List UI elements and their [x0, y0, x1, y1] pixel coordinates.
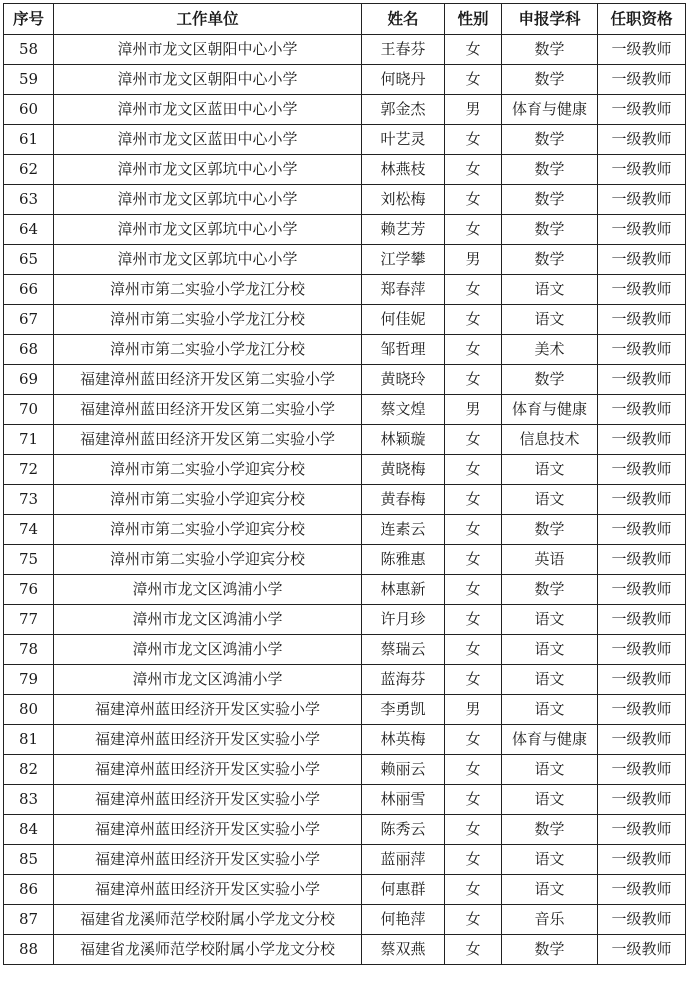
cell-work-unit: 漳州市龙文区郭坑中心小学: [54, 155, 362, 185]
cell-subject: 语文: [502, 455, 598, 485]
cell-qualification: 一级教师: [598, 725, 686, 755]
cell-subject: 语文: [502, 695, 598, 725]
cell-name: 蔡瑞云: [362, 635, 445, 665]
cell-gender: 女: [445, 275, 502, 305]
cell-qualification: 一级教师: [598, 905, 686, 935]
cell-subject: 音乐: [502, 905, 598, 935]
cell-name: 蔡双燕: [362, 935, 445, 965]
table-row: [4, 125, 686, 155]
cell-work-unit: 福建漳州蓝田经济开发区实验小学: [54, 845, 362, 875]
cell-qualification: 一级教师: [598, 845, 686, 875]
cell-work-unit: 福建漳州蓝田经济开发区实验小学: [54, 875, 362, 905]
cell-work-unit: 福建漳州蓝田经济开发区实验小学: [54, 695, 362, 725]
cell-qualification: 一级教师: [598, 365, 686, 395]
cell-qualification: 一级教师: [598, 755, 686, 785]
cell-work-unit: 漳州市第二实验小学迎宾分校: [54, 455, 362, 485]
cell-serial-number: 77: [4, 605, 54, 635]
cell-serial-number: 76: [4, 575, 54, 605]
header-subject: 申报学科: [502, 4, 598, 35]
table-row: [4, 725, 686, 755]
header-qualification: 任职资格: [598, 4, 686, 35]
cell-gender: 女: [445, 845, 502, 875]
table-row: [4, 425, 686, 455]
table-row: [4, 395, 686, 425]
cell-name: 林惠新: [362, 575, 445, 605]
cell-name: 许月珍: [362, 605, 445, 635]
cell-serial-number: 68: [4, 335, 54, 365]
cell-gender: 女: [445, 365, 502, 395]
cell-name: 赖丽云: [362, 755, 445, 785]
cell-work-unit: 漳州市龙文区郭坑中心小学: [54, 245, 362, 275]
cell-qualification: 一级教师: [598, 395, 686, 425]
cell-work-unit: 福建漳州蓝田经济开发区第二实验小学: [54, 365, 362, 395]
cell-gender: 女: [445, 455, 502, 485]
cell-serial-number: 80: [4, 695, 54, 725]
cell-work-unit: 漳州市第二实验小学迎宾分校: [54, 485, 362, 515]
cell-gender: 女: [445, 785, 502, 815]
table-row: [4, 845, 686, 875]
cell-serial-number: 83: [4, 785, 54, 815]
table-row: [4, 335, 686, 365]
cell-qualification: 一级教师: [598, 95, 686, 125]
cell-subject: 数学: [502, 515, 598, 545]
cell-name: 郑春萍: [362, 275, 445, 305]
cell-serial-number: 71: [4, 425, 54, 455]
cell-gender: 女: [445, 425, 502, 455]
cell-subject: 数学: [502, 245, 598, 275]
cell-qualification: 一级教师: [598, 575, 686, 605]
cell-qualification: 一级教师: [598, 935, 686, 965]
cell-subject: 语文: [502, 875, 598, 905]
cell-name: 林丽雪: [362, 785, 445, 815]
cell-subject: 数学: [502, 365, 598, 395]
cell-serial-number: 84: [4, 815, 54, 845]
cell-qualification: 一级教师: [598, 155, 686, 185]
cell-subject: 体育与健康: [502, 725, 598, 755]
table-row: [4, 485, 686, 515]
cell-work-unit: 福建漳州蓝田经济开发区实验小学: [54, 725, 362, 755]
cell-subject: 信息技术: [502, 425, 598, 455]
cell-name: 黄春梅: [362, 485, 445, 515]
table-row: [4, 455, 686, 485]
cell-name: 刘松梅: [362, 185, 445, 215]
cell-name: 何晓丹: [362, 65, 445, 95]
cell-gender: 女: [445, 155, 502, 185]
cell-serial-number: 88: [4, 935, 54, 965]
cell-gender: 女: [445, 605, 502, 635]
cell-work-unit: 福建漳州蓝田经济开发区实验小学: [54, 755, 362, 785]
cell-gender: 男: [445, 245, 502, 275]
cell-work-unit: 漳州市龙文区郭坑中心小学: [54, 185, 362, 215]
cell-name: 叶艺灵: [362, 125, 445, 155]
cell-work-unit: 漳州市龙文区郭坑中心小学: [54, 215, 362, 245]
cell-serial-number: 78: [4, 635, 54, 665]
table-row: [4, 665, 686, 695]
cell-name: 陈雅惠: [362, 545, 445, 575]
cell-gender: 男: [445, 395, 502, 425]
cell-subject: 数学: [502, 215, 598, 245]
cell-gender: 男: [445, 95, 502, 125]
cell-gender: 女: [445, 545, 502, 575]
cell-qualification: 一级教师: [598, 185, 686, 215]
cell-serial-number: 86: [4, 875, 54, 905]
cell-qualification: 一级教师: [598, 485, 686, 515]
cell-name: 林英梅: [362, 725, 445, 755]
cell-qualification: 一级教师: [598, 65, 686, 95]
cell-qualification: 一级教师: [598, 815, 686, 845]
cell-gender: 女: [445, 125, 502, 155]
cell-name: 李勇凯: [362, 695, 445, 725]
cell-gender: 女: [445, 335, 502, 365]
cell-serial-number: 72: [4, 455, 54, 485]
cell-gender: 女: [445, 305, 502, 335]
cell-work-unit: 福建漳州蓝田经济开发区实验小学: [54, 815, 362, 845]
cell-name: 蔡文煌: [362, 395, 445, 425]
table-row: [4, 755, 686, 785]
cell-qualification: 一级教师: [598, 695, 686, 725]
cell-subject: 语文: [502, 845, 598, 875]
table-row: [4, 875, 686, 905]
cell-subject: 数学: [502, 155, 598, 185]
cell-qualification: 一级教师: [598, 665, 686, 695]
cell-subject: 语文: [502, 485, 598, 515]
cell-work-unit: 漳州市第二实验小学龙江分校: [54, 305, 362, 335]
table-row: [4, 245, 686, 275]
cell-name: 江学攀: [362, 245, 445, 275]
cell-name: 邹哲理: [362, 335, 445, 365]
cell-serial-number: 75: [4, 545, 54, 575]
cell-subject: 数学: [502, 815, 598, 845]
cell-gender: 女: [445, 575, 502, 605]
cell-serial-number: 87: [4, 905, 54, 935]
cell-qualification: 一级教师: [598, 545, 686, 575]
table-row: [4, 785, 686, 815]
cell-gender: 女: [445, 935, 502, 965]
cell-gender: 女: [445, 635, 502, 665]
cell-subject: 语文: [502, 785, 598, 815]
cell-gender: 女: [445, 815, 502, 845]
cell-qualification: 一级教师: [598, 35, 686, 65]
cell-work-unit: 漳州市第二实验小学迎宾分校: [54, 545, 362, 575]
cell-work-unit: 漳州市第二实验小学龙江分校: [54, 275, 362, 305]
cell-qualification: 一级教师: [598, 515, 686, 545]
cell-subject: 体育与健康: [502, 395, 598, 425]
header-serial-number: 序号: [4, 4, 54, 35]
cell-qualification: 一级教师: [598, 605, 686, 635]
cell-gender: 女: [445, 185, 502, 215]
cell-subject: 语文: [502, 605, 598, 635]
cell-serial-number: 74: [4, 515, 54, 545]
cell-name: 何艳萍: [362, 905, 445, 935]
cell-gender: 女: [445, 215, 502, 245]
cell-name: 何惠群: [362, 875, 445, 905]
cell-work-unit: 漳州市龙文区蓝田中心小学: [54, 125, 362, 155]
cell-work-unit: 漳州市龙文区朝阳中心小学: [54, 65, 362, 95]
cell-serial-number: 69: [4, 365, 54, 395]
cell-serial-number: 81: [4, 725, 54, 755]
cell-name: 王春芬: [362, 35, 445, 65]
cell-serial-number: 65: [4, 245, 54, 275]
cell-qualification: 一级教师: [598, 275, 686, 305]
table-row: [4, 695, 686, 725]
header-work-unit: 工作单位: [54, 4, 362, 35]
cell-work-unit: 漳州市龙文区鸿浦小学: [54, 665, 362, 695]
cell-subject: 数学: [502, 185, 598, 215]
cell-name: 赖艺芳: [362, 215, 445, 245]
cell-work-unit: 漳州市龙文区鸿浦小学: [54, 635, 362, 665]
cell-work-unit: 漳州市龙文区鸿浦小学: [54, 575, 362, 605]
cell-name: 郭金杰: [362, 95, 445, 125]
cell-subject: 语文: [502, 635, 598, 665]
cell-serial-number: 59: [4, 65, 54, 95]
cell-name: 林颖璇: [362, 425, 445, 455]
cell-subject: 语文: [502, 665, 598, 695]
cell-qualification: 一级教师: [598, 305, 686, 335]
header-name: 姓名: [362, 4, 445, 35]
cell-gender: 女: [445, 725, 502, 755]
cell-subject: 数学: [502, 35, 598, 65]
cell-subject: 数学: [502, 935, 598, 965]
table-row: [4, 905, 686, 935]
header-gender: 性别: [445, 4, 502, 35]
cell-name: 蓝丽萍: [362, 845, 445, 875]
cell-subject: 数学: [502, 575, 598, 605]
cell-work-unit: 漳州市龙文区朝阳中心小学: [54, 35, 362, 65]
cell-name: 陈秀云: [362, 815, 445, 845]
cell-work-unit: 福建漳州蓝田经济开发区第二实验小学: [54, 425, 362, 455]
cell-gender: 女: [445, 65, 502, 95]
cell-subject: 语文: [502, 755, 598, 785]
cell-work-unit: 漳州市第二实验小学龙江分校: [54, 335, 362, 365]
cell-name: 林燕枝: [362, 155, 445, 185]
table-row: [4, 275, 686, 305]
cell-serial-number: 67: [4, 305, 54, 335]
cell-qualification: 一级教师: [598, 245, 686, 275]
table-row: [4, 155, 686, 185]
cell-serial-number: 62: [4, 155, 54, 185]
cell-gender: 女: [445, 35, 502, 65]
cell-serial-number: 82: [4, 755, 54, 785]
cell-work-unit: 福建漳州蓝田经济开发区第二实验小学: [54, 395, 362, 425]
cell-gender: 女: [445, 485, 502, 515]
cell-gender: 女: [445, 905, 502, 935]
teacher-roster-table: [3, 3, 686, 965]
table-row: [4, 185, 686, 215]
cell-qualification: 一级教师: [598, 635, 686, 665]
cell-qualification: 一级教师: [598, 125, 686, 155]
cell-qualification: 一级教师: [598, 785, 686, 815]
table-row: [4, 35, 686, 65]
table-row: [4, 215, 686, 245]
table-row: [4, 575, 686, 605]
table-row: [4, 635, 686, 665]
cell-work-unit: 福建漳州蓝田经济开发区实验小学: [54, 785, 362, 815]
cell-subject: 数学: [502, 125, 598, 155]
cell-gender: 女: [445, 665, 502, 695]
cell-serial-number: 61: [4, 125, 54, 155]
table-row: [4, 305, 686, 335]
table-row: [4, 545, 686, 575]
cell-serial-number: 58: [4, 35, 54, 65]
cell-gender: 女: [445, 755, 502, 785]
table-row: [4, 65, 686, 95]
cell-work-unit: 漳州市第二实验小学迎宾分校: [54, 515, 362, 545]
header-row: [4, 4, 686, 35]
table-row: [4, 515, 686, 545]
cell-work-unit: 福建省龙溪师范学校附属小学龙文分校: [54, 935, 362, 965]
cell-qualification: 一级教师: [598, 455, 686, 485]
cell-subject: 数学: [502, 65, 598, 95]
table-row: [4, 605, 686, 635]
table-row: [4, 365, 686, 395]
cell-name: 连素云: [362, 515, 445, 545]
table-row: [4, 95, 686, 125]
cell-serial-number: 63: [4, 185, 54, 215]
cell-name: 黄晓梅: [362, 455, 445, 485]
cell-qualification: 一级教师: [598, 335, 686, 365]
cell-qualification: 一级教师: [598, 215, 686, 245]
table-row: [4, 935, 686, 965]
cell-gender: 女: [445, 515, 502, 545]
cell-gender: 女: [445, 875, 502, 905]
cell-subject: 语文: [502, 305, 598, 335]
cell-name: 何佳妮: [362, 305, 445, 335]
cell-subject: 体育与健康: [502, 95, 598, 125]
cell-subject: 语文: [502, 275, 598, 305]
cell-serial-number: 79: [4, 665, 54, 695]
cell-subject: 英语: [502, 545, 598, 575]
cell-name: 黄晓玲: [362, 365, 445, 395]
cell-serial-number: 85: [4, 845, 54, 875]
cell-serial-number: 70: [4, 395, 54, 425]
cell-serial-number: 60: [4, 95, 54, 125]
cell-serial-number: 73: [4, 485, 54, 515]
cell-serial-number: 66: [4, 275, 54, 305]
cell-qualification: 一级教师: [598, 875, 686, 905]
cell-work-unit: 福建省龙溪师范学校附属小学龙文分校: [54, 905, 362, 935]
cell-subject: 美术: [502, 335, 598, 365]
cell-gender: 男: [445, 695, 502, 725]
table-row: [4, 815, 686, 845]
cell-serial-number: 64: [4, 215, 54, 245]
cell-work-unit: 漳州市龙文区鸿浦小学: [54, 605, 362, 635]
cell-name: 蓝海芬: [362, 665, 445, 695]
cell-qualification: 一级教师: [598, 425, 686, 455]
table-body: [4, 35, 686, 965]
cell-work-unit: 漳州市龙文区蓝田中心小学: [54, 95, 362, 125]
